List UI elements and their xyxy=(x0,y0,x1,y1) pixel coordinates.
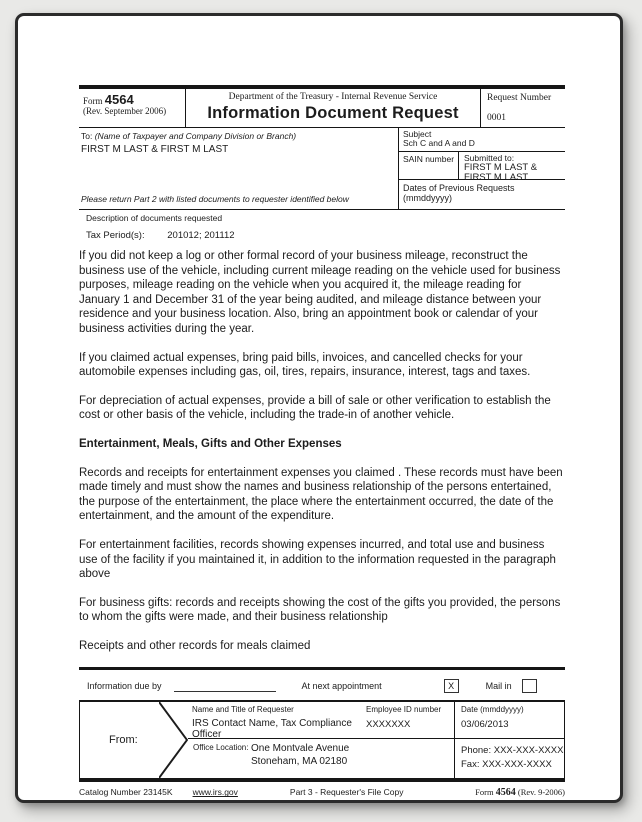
previous-requests-label: Dates of Previous Requests (mmddyyyy) xyxy=(403,183,515,203)
date-label: Date (mmddyyyy) xyxy=(461,705,524,715)
form-number-block xyxy=(79,89,185,127)
footer-form-revision: (Rev. 9-2006) xyxy=(517,787,565,798)
checkbox-at-next-appointment[interactable]: X xyxy=(444,679,459,693)
form-header xyxy=(79,85,565,128)
submitted-to-name-1: FIRST M LAST & xyxy=(464,162,538,173)
tax-period-value: 201012; 201112 xyxy=(167,230,235,241)
office-location-label: Office Location: xyxy=(193,743,249,753)
form-footer xyxy=(79,787,565,798)
department-line: Department of the Treasury - Internal Revenue Service xyxy=(228,92,438,102)
subject-label: Subject xyxy=(403,129,432,139)
at-next-appointment-label: At next appointment xyxy=(301,681,382,692)
office-address-line-2: Stoneham, MA 02180 xyxy=(251,755,348,767)
footer-form-number-value: 4564 xyxy=(495,787,516,799)
paragraph-business-gifts: For business gifts: records and receipts showing the cost of the gifts you provided, the persons to whom the gifts were made, and their business relationship xyxy=(79,596,561,624)
subject-box xyxy=(399,128,565,152)
information-due-by-blank[interactable] xyxy=(174,681,276,692)
employee-id-cell xyxy=(366,702,454,738)
phone-value: Phone: XXX-XXX-XXXX xyxy=(461,745,564,757)
sain-row xyxy=(399,152,565,183)
taxpayer-name: FIRST M LAST & FIRST M LAST xyxy=(81,144,229,155)
form-revision: (Rev. September 2006) xyxy=(83,106,167,116)
mail-in-label: Mail in xyxy=(485,681,512,692)
paragraph-mileage-log: If you did not keep a log or other formal record of your business mileage, reconstruct the business use of the vehicle, including current mileage reading on the vehicle used for business purposes, mileage reading on the vehicle when you acquired it, the mileage reading for January 1 and December 31 of the year being audited, and mileage distance between your residence and your business location. Also, bring an appointment book or calendar of your business activities during the year. xyxy=(79,250,561,335)
date-cell xyxy=(454,702,564,738)
irs-website-link[interactable]: www.irs.gov xyxy=(192,787,238,798)
employee-id-value: XXXXXXX xyxy=(366,719,411,731)
paragraph-entertainment-records: Records and receipts for entertainment expenses you claimed . These records must have been made timely and must show the names and business relationship of the persons entertained, the purpose of the entertainment, the place where the entertainment occurred, the date of the entertainment, and the amount of the expenditure. xyxy=(79,466,563,523)
request-number-label: Request Number xyxy=(487,93,552,103)
name-title-label: Name and Title of Requester xyxy=(192,705,294,715)
from-section xyxy=(79,700,565,782)
name-title-value: IRS Contact Name, Tax Compliance Officer xyxy=(192,718,352,741)
information-due-by-label: Information due by xyxy=(87,681,162,692)
request-number-block xyxy=(481,89,565,127)
form-title: Information Document Request xyxy=(207,104,459,122)
name-title-cell xyxy=(188,702,366,741)
footer-form-number xyxy=(475,787,565,798)
tax-period-label: Tax Period(s): xyxy=(86,230,145,241)
submitted-to-name-2: FIRST M LAST xyxy=(464,172,529,183)
information-due-section xyxy=(79,667,565,700)
form-label: Form xyxy=(83,96,103,106)
paragraph-entertainment-facilities: For entertainment facilities, records showing expenses incurred, and total use and business use of the facility if you maintained it, in addition to the information requested in the paragraph above xyxy=(79,538,556,581)
office-address-line-1: One Montvale Avenue xyxy=(251,743,350,755)
sain-number-label: SAIN number xyxy=(399,152,459,179)
date-value: 03/06/2013 xyxy=(461,719,509,731)
description-label: Description of documents requested xyxy=(86,213,223,223)
from-label: From: xyxy=(109,734,138,747)
part-copy-label: Part 3 - Requester's File Copy xyxy=(289,787,404,798)
to-hint: (Name of Taxpayer and Company Division or Branch) xyxy=(94,131,297,141)
form-content xyxy=(79,85,565,798)
fax-value: Fax: XXX-XXX-XXXX xyxy=(461,758,552,770)
paragraph-meals: Receipts and other records for meals claimed xyxy=(79,639,311,652)
form-number: 4564 xyxy=(104,92,134,107)
document-page xyxy=(15,13,623,803)
section-heading-entertainment: Entertainment, Meals, Gifts and Other Expenses xyxy=(79,437,342,450)
footer-form-label: Form xyxy=(475,787,494,798)
subject-value: Sch C and A and D xyxy=(403,138,475,148)
requester-row-2 xyxy=(188,738,564,778)
requester-details xyxy=(188,702,564,778)
office-location-cell xyxy=(188,739,454,778)
addressee-section xyxy=(79,128,565,210)
subject-sain-block xyxy=(398,128,565,209)
phone-fax-cell xyxy=(454,739,564,778)
return-instruction: Please return Part 2 with listed documents to requester identified below xyxy=(81,194,349,204)
description-section xyxy=(79,210,565,241)
submitted-to-cell xyxy=(459,152,565,183)
employee-id-label: Employee ID number xyxy=(366,705,442,715)
submitted-to-label: Submitted to: xyxy=(464,153,515,163)
to-label: To: xyxy=(81,131,93,141)
checkbox-mail-in[interactable] xyxy=(522,679,537,693)
to-block xyxy=(79,128,398,209)
paragraph-actual-expenses: If you claimed actual expenses, bring paid bills, invoices, and cancelled checks for your automobile expenses including gas, oil, tires, repairs, insurance, interest, tags and taxes. xyxy=(79,351,531,379)
requester-row-1 xyxy=(188,702,564,741)
request-body xyxy=(79,249,565,653)
from-chevron-icon xyxy=(159,702,188,778)
form-title-block xyxy=(185,89,481,127)
catalog-number: Catalog Number 23145K xyxy=(79,787,173,798)
paragraph-depreciation: For depreciation of actual expenses, provide a bill of sale or other verification to establish the cost or other basis of the vehicle, including the trade-in of another vehicle. xyxy=(79,394,551,422)
request-number-value: 0001 xyxy=(487,113,506,123)
